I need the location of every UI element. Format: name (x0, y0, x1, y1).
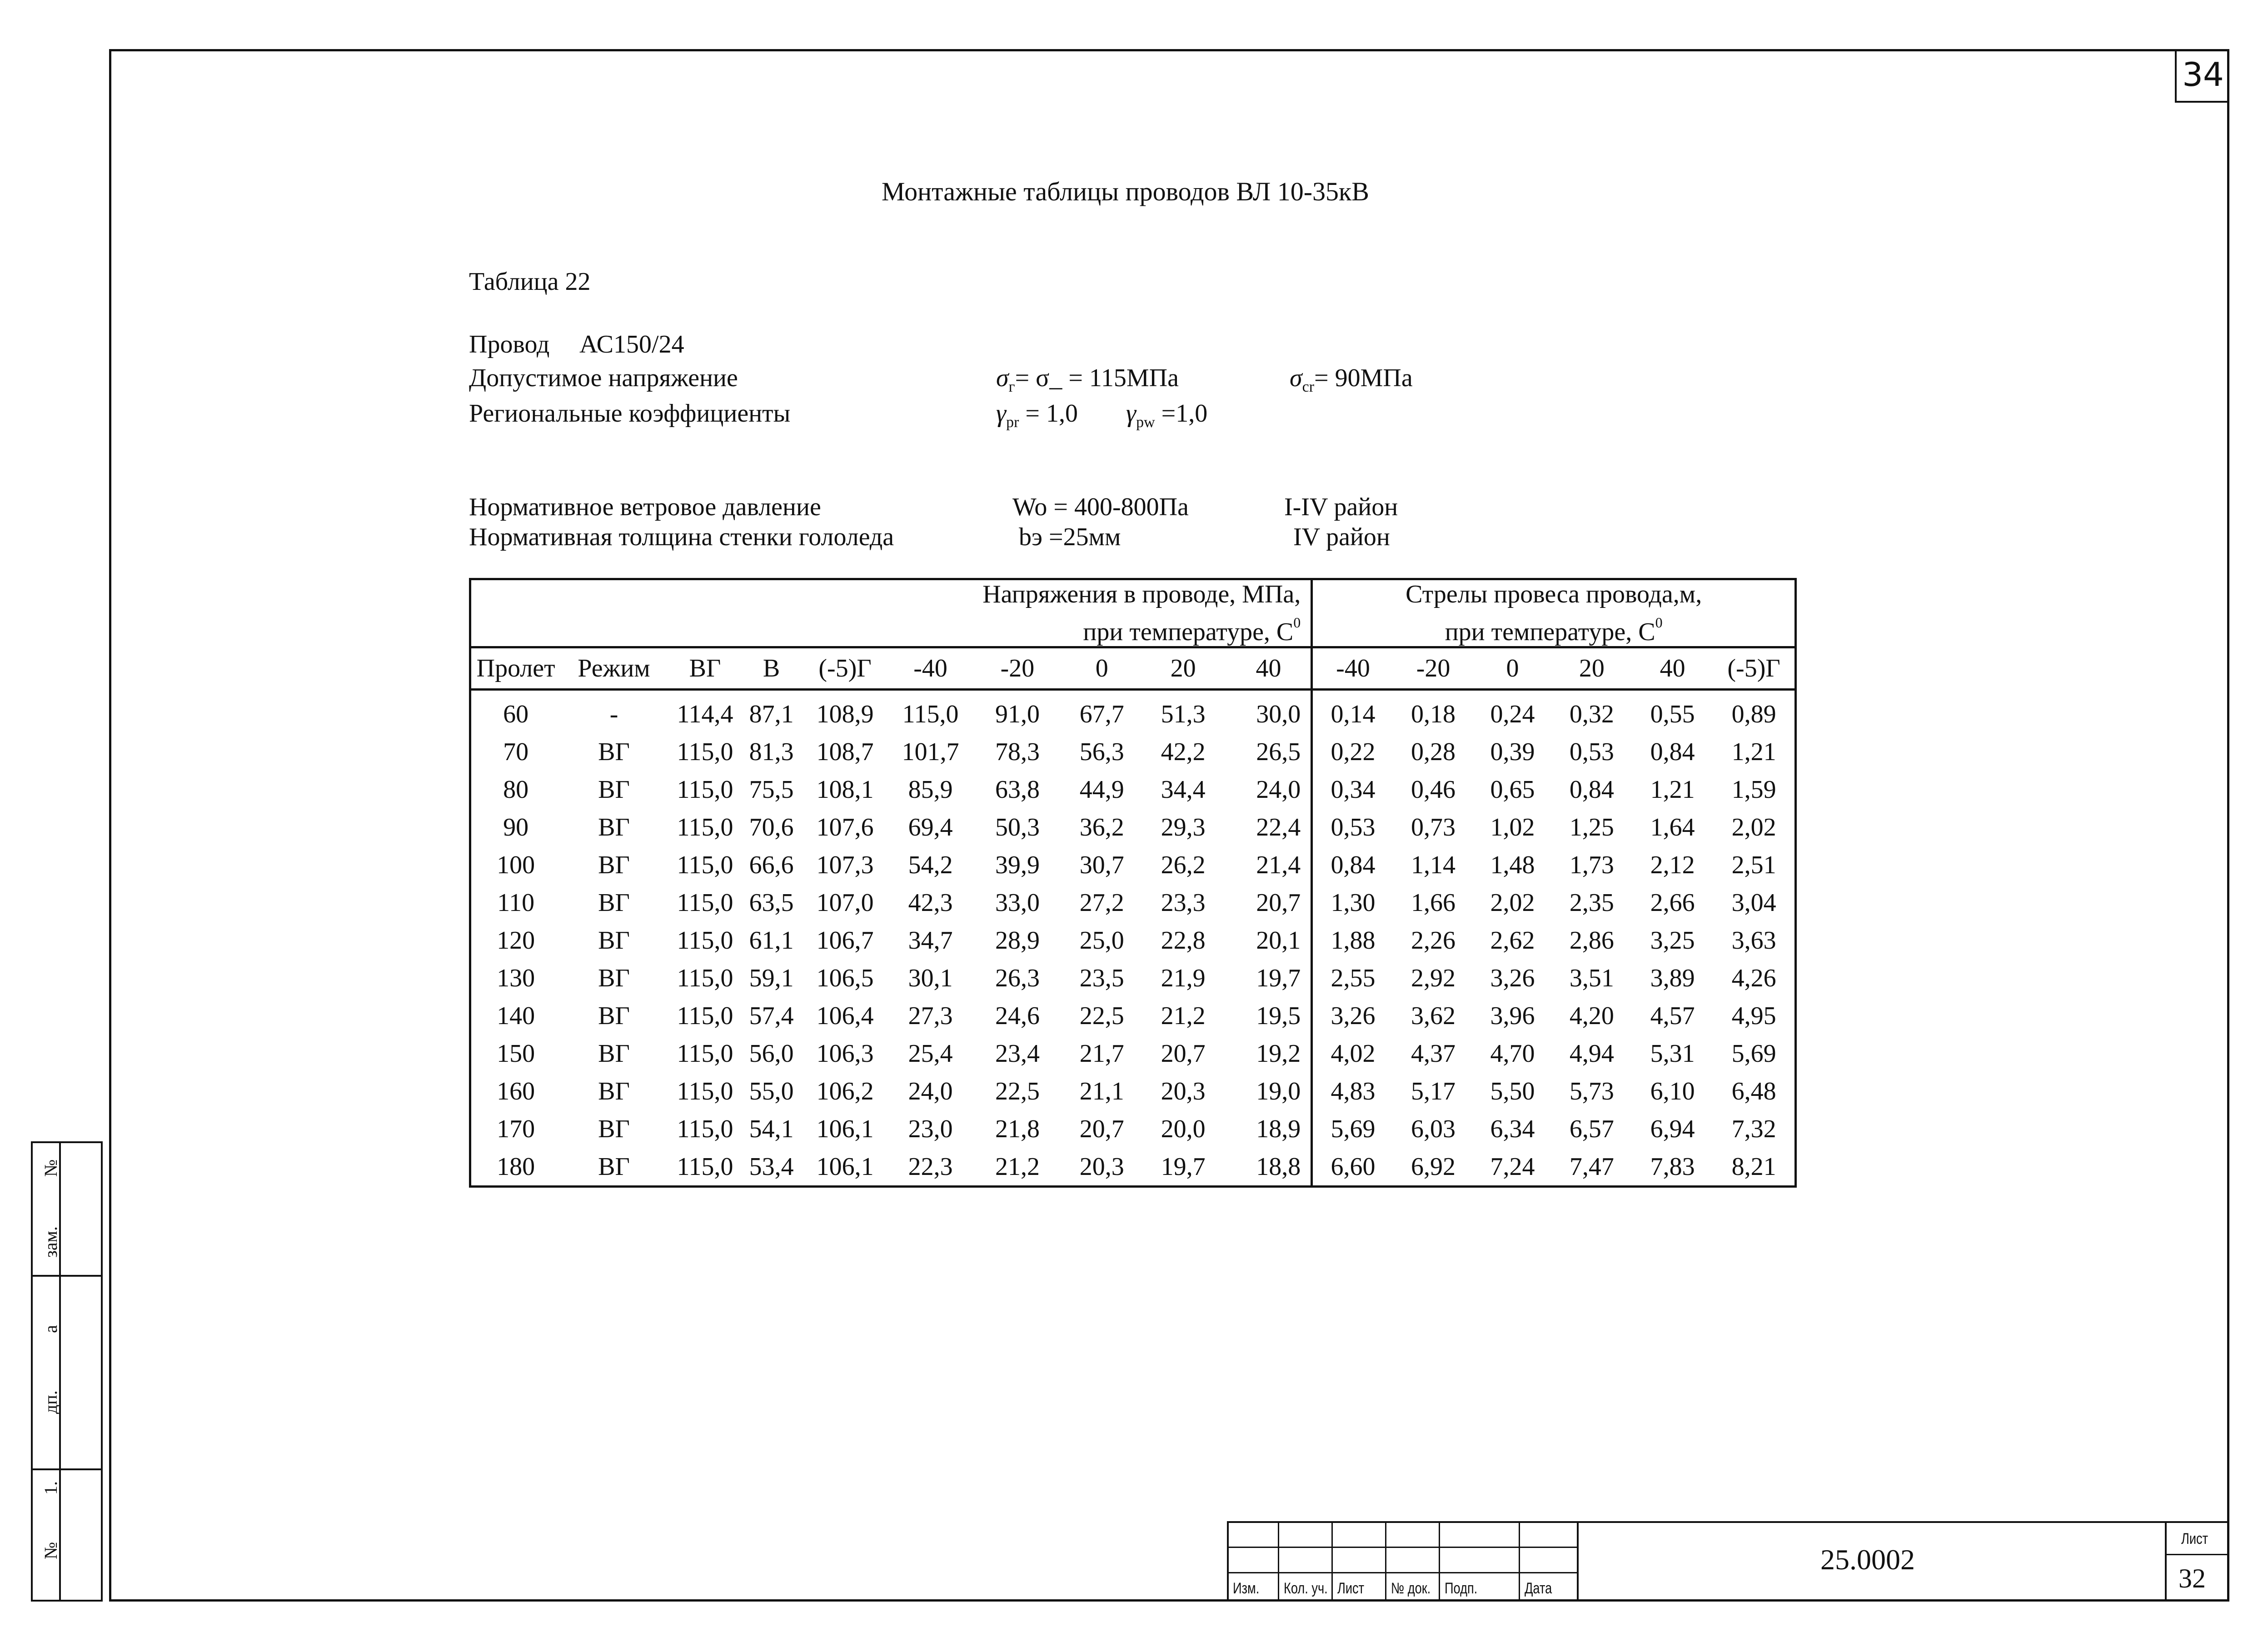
table-cell: 5,73 (1569, 1077, 1614, 1105)
table-cell: 106,2 (816, 1077, 874, 1105)
table-cell: 108,1 (816, 775, 874, 804)
table-cell: 107,0 (816, 888, 874, 917)
table-cell: 20,3 (1064, 1148, 1140, 1187)
table-row (470, 733, 1796, 771)
revision-column-label: Изм. (1233, 1580, 1260, 1597)
table-cell: 5,17 (1411, 1077, 1456, 1105)
table-cell: 85,9 (908, 775, 953, 804)
table-cell: 51,3 (1161, 700, 1206, 728)
revision-cell (1331, 1547, 1385, 1572)
ice-value: bэ =25мм (1019, 523, 1121, 551)
table-cell: 69,4 (908, 813, 953, 841)
table-cell: 2,26 (1411, 926, 1456, 955)
critical-stress-value: $\sigma_{cr}= 90МПа$ (1290, 364, 1413, 395)
table-cell: 28,9 (995, 926, 1040, 955)
table-cell: 1,88 (1312, 921, 1393, 959)
column-header: 20 (1552, 647, 1632, 690)
table-cell: 0,89 (1713, 690, 1795, 733)
side-strip-label: а (40, 1325, 61, 1333)
table-cell: ВГ (598, 1001, 630, 1030)
table-cell: 5,31 (1650, 1039, 1695, 1068)
table-cell: 0,14 (1312, 690, 1393, 733)
table-cell: 20,7 (1079, 1115, 1124, 1143)
table-cell: 106,1 (800, 1148, 890, 1187)
table-cell: 115,0 (677, 964, 733, 992)
table-cell: 4,37 (1411, 1039, 1456, 1068)
table-cell: 34,4 (1161, 775, 1206, 804)
table-cell: 24,0 (908, 1077, 953, 1105)
table-cell: 4,94 (1569, 1039, 1614, 1068)
table-cell: 3,26 (1312, 997, 1393, 1035)
regional-coeff-pr: $\gamma_{pr} = 1,0$ (996, 399, 1078, 431)
sag-group-header: Стрелы провеса провода,м, при температуре, $С^0$ (1312, 579, 1796, 647)
table-cell: 90 (470, 808, 561, 846)
revision-cell (1278, 1521, 1331, 1547)
table-cell: 107,6 (816, 813, 874, 841)
revision-column-label: Подп. (1445, 1580, 1478, 1597)
table-cell: 0,84 (1312, 846, 1393, 884)
table-cell: 21,4 (1256, 851, 1301, 879)
table-cell: 115,0 (668, 1148, 743, 1187)
table-cell: 0,34 (1312, 771, 1393, 808)
table-cell: 6,48 (1713, 1072, 1795, 1110)
table-cell: 20,3 (1161, 1077, 1206, 1105)
table-cell: 6,03 (1411, 1115, 1456, 1143)
table-cell: 5,50 (1490, 1077, 1535, 1105)
table-row (470, 959, 1796, 997)
table-cell: 63,5 (749, 888, 794, 917)
table-cell: 2,86 (1569, 926, 1614, 955)
column-header: -20 (1393, 647, 1474, 690)
table-cell: 3,51 (1569, 964, 1614, 992)
table-cell: 106,5 (816, 964, 874, 992)
table-cell: 70,6 (749, 813, 794, 841)
column-header: Режим (560, 647, 668, 690)
table-cell: 70 (470, 733, 561, 771)
table-cell: 27,3 (908, 1001, 953, 1030)
table-cell: 3,04 (1713, 884, 1795, 921)
sheet-label: Лист (2181, 1530, 2208, 1547)
table-cell: 180 (470, 1148, 561, 1187)
table-cell: 55,0 (749, 1077, 794, 1105)
table-cell: 106,7 (816, 926, 874, 955)
table-cell: 22,5 (1079, 1001, 1124, 1030)
table-cell: 25,0 (1079, 926, 1124, 955)
revision-cell (1227, 1572, 1278, 1602)
page-title: Монтажные таблицы проводов ВЛ 10-35кВ (882, 177, 1369, 206)
side-strip-label: дп. (40, 1390, 61, 1414)
table-cell: 19,7 (1256, 964, 1301, 992)
table-cell: 1,59 (1713, 771, 1795, 808)
table-cell: 3,26 (1490, 964, 1535, 992)
table-cell: 5,69 (1312, 1110, 1393, 1148)
column-header: (-5)Г (1713, 647, 1795, 690)
table-cell: 26,5 (1256, 737, 1301, 766)
table-cell: ВГ (598, 1077, 630, 1105)
wind-label: Нормативное ветровое давление (469, 493, 821, 521)
sheet-number: 32 (2178, 1563, 2206, 1593)
table-cell: 3,62 (1411, 1001, 1456, 1030)
revision-column-label: Кол. уч. (1284, 1580, 1328, 1597)
table-cell: 87,1 (749, 700, 794, 728)
table-cell: 91,0 (995, 700, 1040, 728)
table-row (470, 808, 1796, 846)
column-header: Пролет (470, 647, 561, 690)
table-cell: 115,0 (677, 926, 733, 955)
table-cell: 59,1 (749, 964, 794, 992)
revision-cell (1519, 1521, 1577, 1547)
table-cell: 54,1 (749, 1115, 794, 1143)
table-cell: 7,83 (1632, 1148, 1713, 1187)
table-cell: 4,20 (1569, 1001, 1614, 1030)
table-cell: 18,9 (1256, 1115, 1301, 1143)
table-cell: ВГ (598, 813, 630, 841)
table-cell: 101,7 (902, 737, 959, 766)
table-cell: 3,89 (1650, 964, 1695, 992)
table-cell: 2,12 (1650, 851, 1695, 879)
revision-column-label: Дата (1525, 1580, 1552, 1597)
table-cell: 23,5 (1079, 964, 1124, 992)
table-cell: 3,63 (1713, 921, 1795, 959)
regional-coeff-pw: $\gamma_{pw} =1,0$ (1126, 399, 1208, 431)
table-cell: 114,4 (677, 700, 733, 728)
table-cell: 115,0 (677, 1077, 733, 1105)
table-cell: ВГ (598, 1115, 630, 1143)
table-cell: - (609, 700, 618, 728)
wind-region: I-IV район (1284, 493, 1398, 521)
table-cell: 54,2 (908, 851, 953, 879)
revision-cell (1331, 1521, 1385, 1547)
revision-cell (1385, 1547, 1439, 1572)
table-cell: 5,69 (1713, 1035, 1795, 1072)
column-header-row (470, 647, 1796, 690)
revision-column-label: Лист (1337, 1580, 1365, 1597)
table-cell: 57,4 (749, 1001, 794, 1030)
column-header: ВГ (668, 647, 743, 690)
table-cell: 22,3 (890, 1148, 971, 1187)
table-cell: 115,0 (677, 1039, 733, 1068)
table-cell: 25,4 (908, 1039, 953, 1068)
table-cell: 2,92 (1411, 964, 1456, 992)
revision-column-label: № док. (1391, 1580, 1431, 1597)
table-cell: 20,1 (1256, 926, 1301, 955)
column-header: В (743, 647, 800, 690)
side-strip-label: зам. (40, 1226, 61, 1258)
table-cell: 3,96 (1490, 1001, 1535, 1030)
table-cell: 2,51 (1713, 846, 1795, 884)
table-cell: 110 (470, 884, 561, 921)
table-cell: 140 (470, 997, 561, 1035)
table-cell: 7,32 (1713, 1110, 1795, 1148)
table-cell: 26,3 (995, 964, 1040, 992)
table-row (470, 997, 1796, 1035)
table-cell: 2,02 (1713, 808, 1795, 846)
table-cell: 6,60 (1312, 1148, 1393, 1187)
table-cell: 0,84 (1650, 737, 1695, 766)
table-cell: 20,7 (1161, 1039, 1206, 1068)
table-cell: 1,25 (1569, 813, 1614, 841)
table-cell: 6,94 (1650, 1115, 1695, 1143)
table-cell: 24,6 (995, 1001, 1040, 1030)
table-cell: 4,95 (1713, 997, 1795, 1035)
ice-region: IV район (1293, 523, 1390, 551)
table-cell: 0,18 (1411, 700, 1456, 728)
table-cell: 1,64 (1650, 813, 1695, 841)
table-cell: ВГ (598, 926, 630, 955)
allowed-stress-value: $\sigma_г=$ σ_ = 115МПа (996, 364, 1179, 395)
side-strip-column (31, 1141, 61, 1602)
table-row (470, 884, 1796, 921)
side-strip-divider (31, 1468, 103, 1470)
table-cell: 26,2 (1161, 851, 1206, 879)
table-cell: 21,2 (971, 1148, 1064, 1187)
wire-value: АС150/24 (579, 330, 684, 358)
column-header: 0 (1064, 647, 1140, 690)
table-cell: 19,7 (1140, 1148, 1226, 1187)
table-cell: 108,9 (816, 700, 874, 728)
corner-page-number: 34 (2175, 49, 2229, 103)
table-cell: 22,8 (1161, 926, 1206, 955)
table-cell: 19,5 (1256, 1001, 1301, 1030)
table-cell: 1,30 (1312, 884, 1393, 921)
table-label: Таблица 22 (469, 268, 591, 296)
table-cell: 0,24 (1490, 700, 1535, 728)
table-cell: 21,8 (995, 1115, 1040, 1143)
table-cell: 24,0 (1256, 775, 1301, 804)
table-cell: ВГ (598, 737, 630, 766)
table-cell: 2,35 (1569, 888, 1614, 917)
table-cell: 1,02 (1490, 813, 1535, 841)
table-cell: 7,47 (1552, 1148, 1632, 1187)
table-cell: 56,3 (1079, 737, 1124, 766)
table-cell: 44,9 (1079, 775, 1124, 804)
table-cell: 29,3 (1161, 813, 1206, 841)
table-row (470, 771, 1796, 808)
table-cell: 4,83 (1312, 1072, 1393, 1110)
revision-cell (1439, 1547, 1519, 1572)
table-row (470, 846, 1796, 884)
table-cell: 115,0 (902, 700, 959, 728)
column-header: 0 (1473, 647, 1551, 690)
table-cell: ВГ (598, 888, 630, 917)
table-cell: 0,39 (1490, 737, 1535, 766)
column-header: -40 (890, 647, 971, 690)
table-cell: 115,0 (677, 851, 733, 879)
table-cell: ВГ (598, 964, 630, 992)
table-row (470, 1148, 1796, 1187)
table-cell: 0,28 (1411, 737, 1456, 766)
table-cell: 2,66 (1650, 888, 1695, 917)
table-cell: 0,73 (1411, 813, 1456, 841)
table-cell: 1,14 (1411, 851, 1456, 879)
table-cell: 78,3 (995, 737, 1040, 766)
column-header: 40 (1226, 647, 1312, 690)
column-header: (-5)Г (800, 647, 890, 690)
table-cell: 23,3 (1161, 888, 1206, 917)
revision-cell (1278, 1547, 1331, 1572)
table-cell: 56,0 (749, 1039, 794, 1068)
table-cell: 6,57 (1569, 1115, 1614, 1143)
column-header: 40 (1632, 647, 1713, 690)
table-cell: 42,3 (908, 888, 953, 917)
title-block (1227, 1521, 2229, 1602)
table-cell: 53,4 (743, 1148, 800, 1187)
table-cell: ВГ (598, 851, 630, 879)
table-cell: 21,1 (1079, 1077, 1124, 1105)
side-strip-label: № (40, 1159, 61, 1177)
table-cell: 22,5 (995, 1077, 1040, 1105)
revision-cell (1519, 1572, 1577, 1602)
table-cell: 75,5 (749, 775, 794, 804)
table-cell: 4,02 (1312, 1035, 1393, 1072)
table-cell: ВГ (598, 1039, 630, 1068)
table-cell: 107,3 (816, 851, 874, 879)
table-cell: 1,21 (1650, 775, 1695, 804)
table-cell: 6,92 (1393, 1148, 1474, 1187)
revision-cell (1331, 1572, 1385, 1602)
table-cell: 106,3 (816, 1039, 874, 1068)
revision-cell (1385, 1521, 1439, 1547)
table-row (470, 690, 1796, 733)
table-cell: ВГ (560, 1148, 668, 1187)
table-cell: 0,84 (1569, 775, 1614, 804)
table-cell: 0,32 (1569, 700, 1614, 728)
table-cell: 0,65 (1490, 775, 1535, 804)
table-cell: 1,73 (1569, 851, 1614, 879)
revision-cell (1227, 1521, 1278, 1547)
side-strip-divider (31, 1275, 103, 1277)
table-cell: 20,0 (1161, 1115, 1206, 1143)
table-cell: 2,62 (1490, 926, 1535, 955)
installation-table (469, 578, 1797, 1188)
table-cell: 8,21 (1713, 1148, 1795, 1187)
table-cell: 19,2 (1256, 1039, 1301, 1068)
table-cell: 30,7 (1079, 851, 1124, 879)
table-cell: 150 (470, 1035, 561, 1072)
table-cell: 30,0 (1256, 700, 1301, 728)
table-cell: 50,3 (995, 813, 1040, 841)
table-cell: 1,66 (1411, 888, 1456, 917)
table-row (470, 1110, 1796, 1148)
table-cell: 115,0 (677, 775, 733, 804)
revision-grid (1227, 1521, 1577, 1602)
table-cell: 63,8 (995, 775, 1040, 804)
table-cell: 7,24 (1473, 1148, 1551, 1187)
table-cell: 42,2 (1161, 737, 1206, 766)
table-cell: 23,4 (995, 1039, 1040, 1068)
table-cell: 21,7 (1079, 1039, 1124, 1068)
regional-coeff-label: Региональные коэффициенты (469, 399, 791, 428)
table-cell: 21,9 (1161, 964, 1206, 992)
table-cell: 81,3 (749, 737, 794, 766)
table-cell: 6,10 (1650, 1077, 1695, 1105)
side-strip-label: 1. (40, 1481, 61, 1495)
table-cell: 4,57 (1650, 1001, 1695, 1030)
table-cell: 6,34 (1490, 1115, 1535, 1143)
ice-label: Нормативная толщина стенки гололеда (469, 523, 894, 551)
table-cell: 115,0 (677, 1001, 733, 1030)
revision-cell (1227, 1547, 1278, 1572)
table-cell: 2,55 (1312, 959, 1393, 997)
wire-label: Провод (469, 330, 550, 358)
table-cell: ВГ (598, 775, 630, 804)
wind-value: Wo = 400-800Па (1012, 493, 1189, 521)
table-cell: 1,48 (1490, 851, 1535, 879)
table-row (470, 1072, 1796, 1110)
table-cell: 33,0 (995, 888, 1040, 917)
table-cell: 23,0 (908, 1115, 953, 1143)
table-cell: 0,22 (1312, 733, 1393, 771)
table-cell: 67,7 (1079, 700, 1124, 728)
table-cell: 170 (470, 1110, 561, 1148)
table-cell: 2,02 (1490, 888, 1535, 917)
column-header: -20 (971, 647, 1064, 690)
table-cell: 80 (470, 771, 561, 808)
column-header: -40 (1312, 647, 1393, 690)
table-cell: 115,0 (677, 737, 733, 766)
table-row (470, 1035, 1796, 1072)
table-cell: 27,2 (1079, 888, 1124, 917)
table-row (470, 921, 1796, 959)
table-cell: 108,7 (816, 737, 874, 766)
table-cell: 115,0 (677, 813, 733, 841)
table-cell: 1,21 (1713, 733, 1795, 771)
side-strip-label: № (40, 1542, 61, 1559)
table-cell: 36,2 (1079, 813, 1124, 841)
table-cell: 0,53 (1569, 737, 1614, 766)
allowed-stress-label: Допустимое напряжение (469, 364, 738, 392)
revision-cell (1519, 1547, 1577, 1572)
table-cell: 115,0 (677, 1115, 733, 1143)
table-cell: 20,7 (1256, 888, 1301, 917)
table-cell: 18,8 (1226, 1148, 1312, 1187)
stress-group-header: Напряжения в проводе, МПа, при температуре, $С^0$ (470, 579, 1312, 647)
table-cell: 61,1 (749, 926, 794, 955)
table-cell: 60 (470, 690, 561, 733)
column-header: 20 (1140, 647, 1226, 690)
table-cell: 120 (470, 921, 561, 959)
document-number: 25.0002 (1820, 1543, 1915, 1576)
table-cell: 21,2 (1161, 1001, 1206, 1030)
table-cell: 34,7 (908, 926, 953, 955)
table-cell: 130 (470, 959, 561, 997)
table-cell: 106,1 (816, 1115, 874, 1143)
table-cell: 4,70 (1490, 1039, 1535, 1068)
table-cell: 30,1 (908, 964, 953, 992)
table-cell: 19,0 (1256, 1077, 1301, 1105)
revision-cell (1439, 1521, 1519, 1547)
table-cell: 22,4 (1256, 813, 1301, 841)
table-cell: 0,46 (1411, 775, 1456, 804)
revision-cell (1439, 1572, 1519, 1602)
table-cell: 106,4 (816, 1001, 874, 1030)
revision-cell (1385, 1572, 1439, 1602)
table-cell: 100 (470, 846, 561, 884)
revision-cell (1278, 1572, 1331, 1602)
table-cell: 66,6 (749, 851, 794, 879)
table-cell: 0,55 (1650, 700, 1695, 728)
table-cell: 39,9 (995, 851, 1040, 879)
table-body (470, 690, 1796, 1187)
table-cell: 3,25 (1650, 926, 1695, 955)
table-cell: 115,0 (677, 888, 733, 917)
table-cell: 0,53 (1312, 808, 1393, 846)
table-cell: 4,26 (1713, 959, 1795, 997)
table-cell: 160 (470, 1072, 561, 1110)
